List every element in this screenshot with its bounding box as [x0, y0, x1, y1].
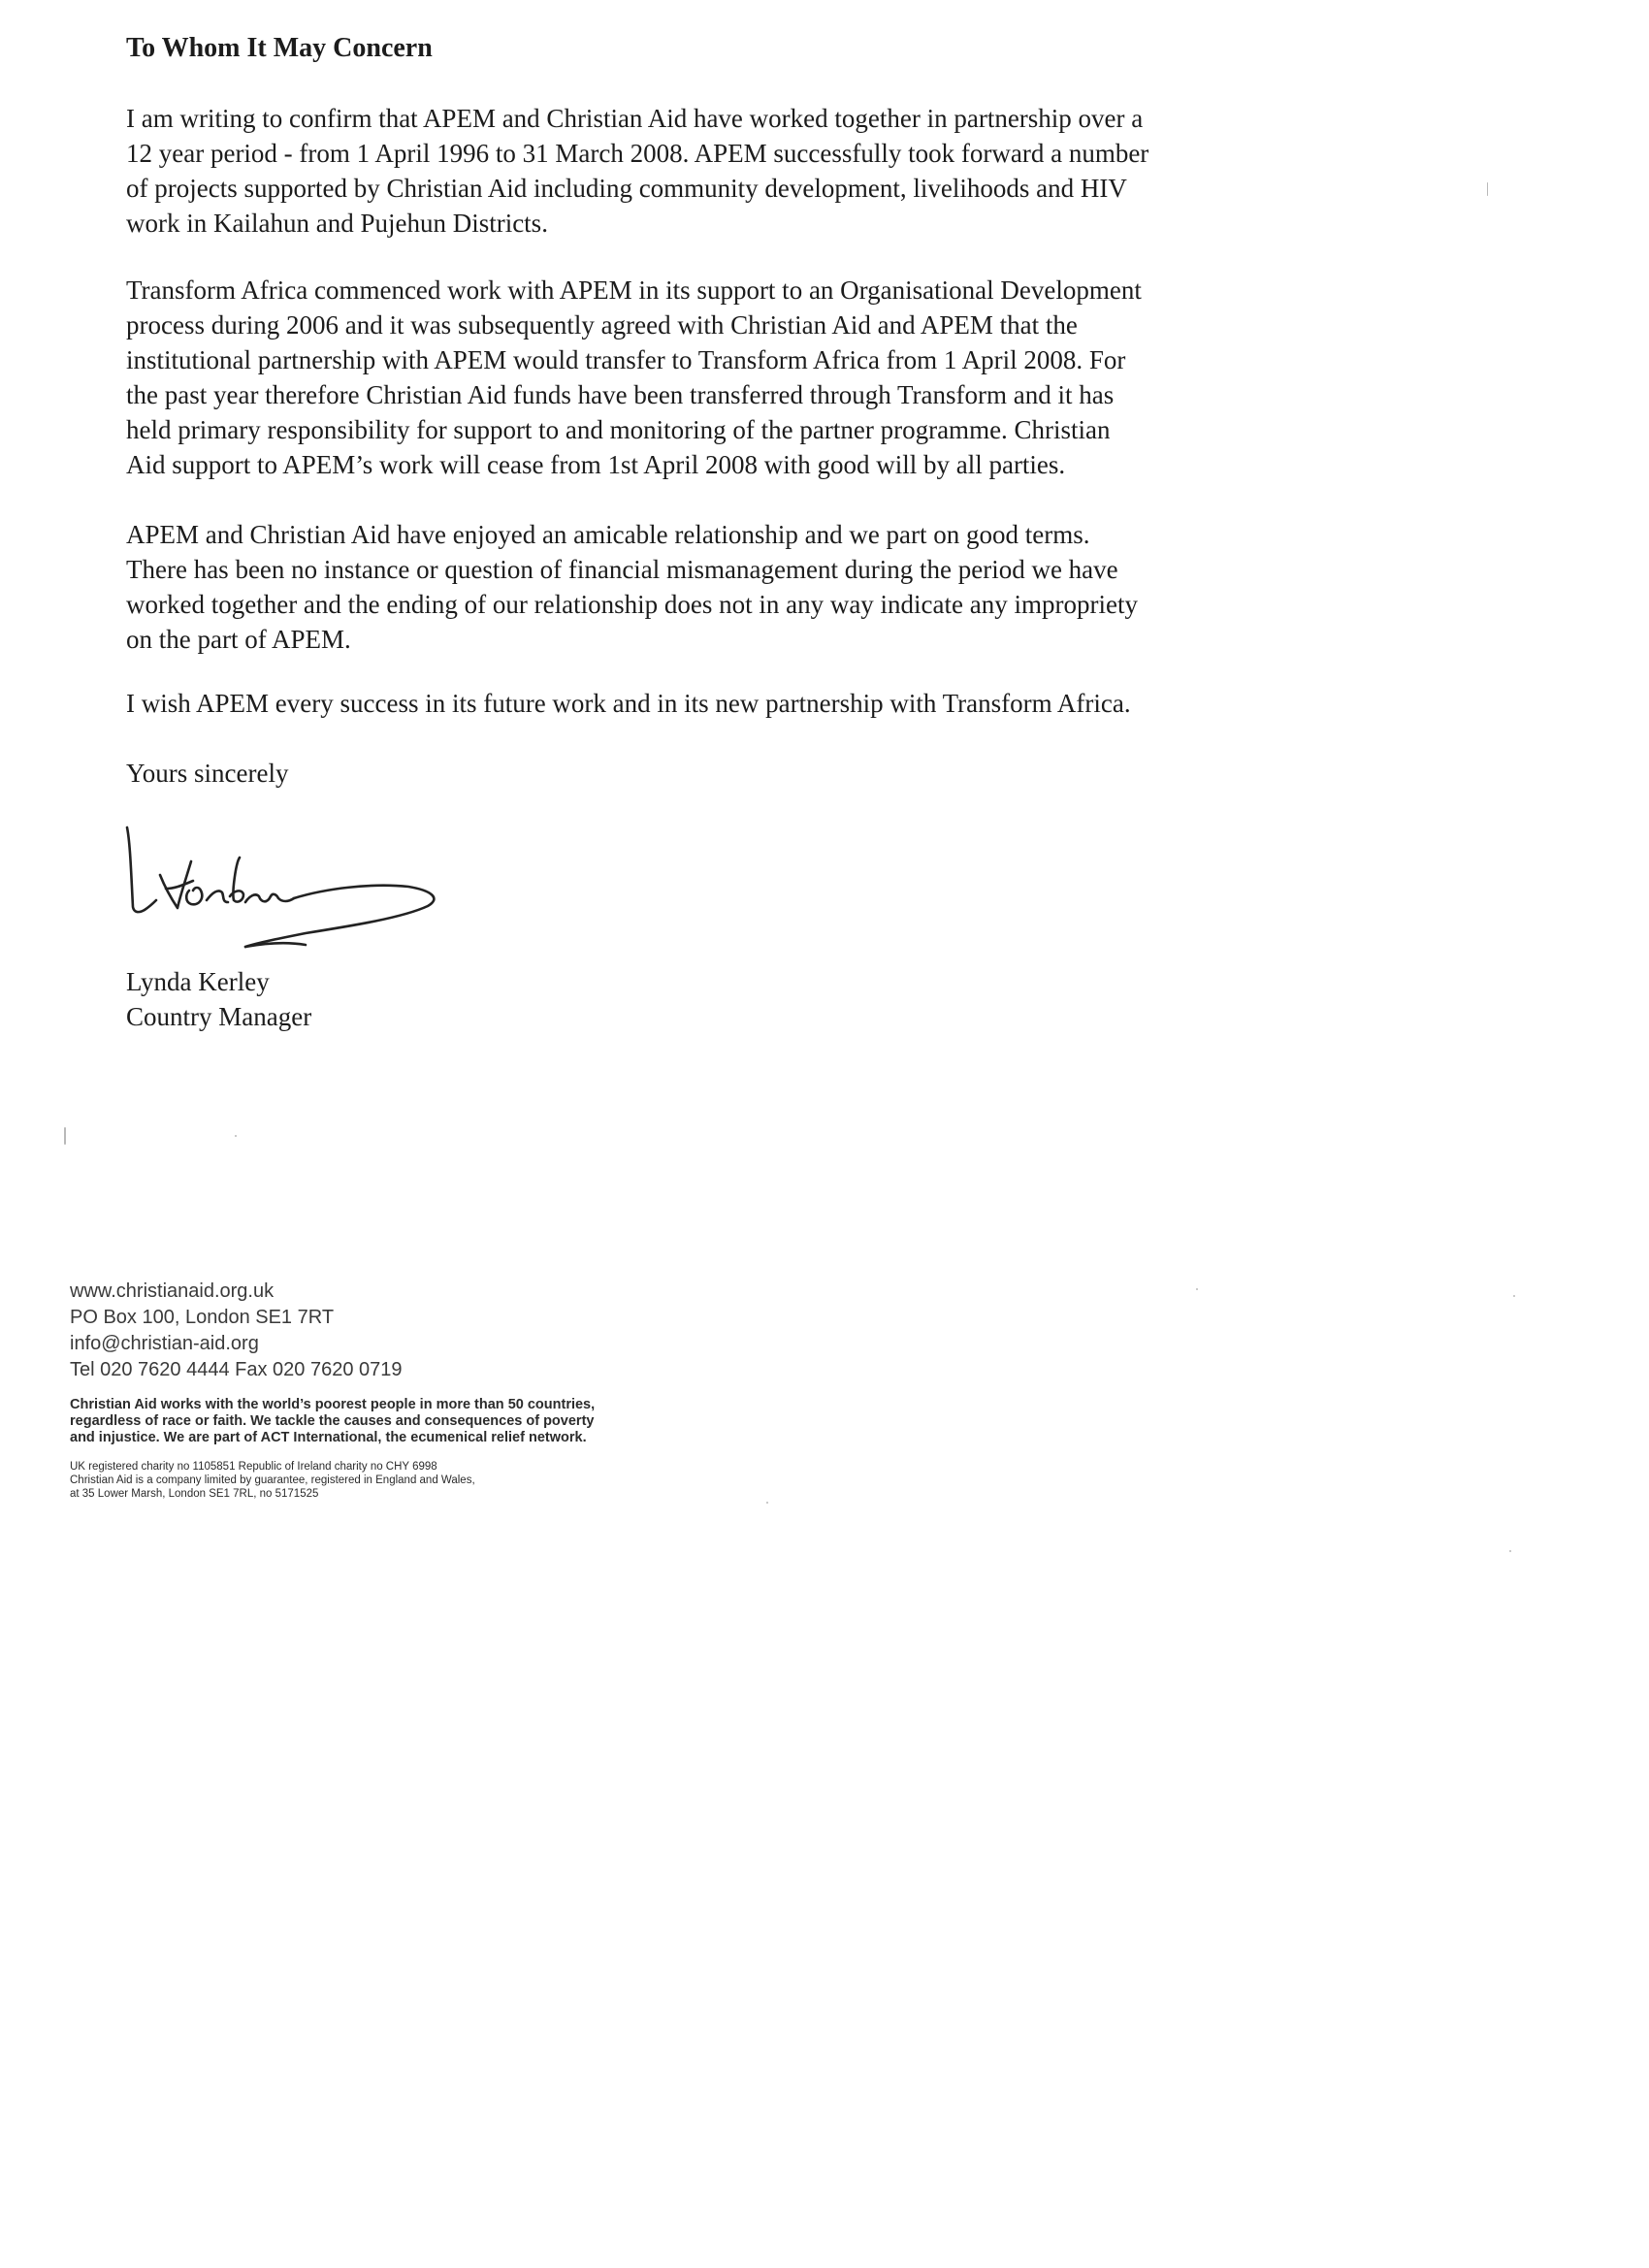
paragraph-line: 12 year period - from 1 April 1996 to 31 March 2008. APEM successfully took forward a number — [126, 139, 1149, 168]
legal-line: at 35 Lower Marsh, London SE1 7RL, no 5171525 — [70, 1488, 319, 1500]
paragraph-line: institutional partnership with APEM would transfer to Transform Africa from 1 April 2008. For — [126, 345, 1126, 374]
scan-speck — [1196, 1288, 1198, 1290]
website-link[interactable]: www.christianaid.org.uk — [70, 1280, 275, 1302]
paragraph-line: held primary responsibility for support to and monitoring of the partner programme. Christian — [126, 415, 1111, 444]
paragraph-line: I wish APEM every success in its future work and in its new partnership with Transform Africa. — [126, 689, 1131, 718]
scan-speck — [235, 1135, 237, 1137]
mission-line: Christian Aid works with the world’s poorest people in more than 50 countries, — [70, 1397, 596, 1412]
paragraph-line: on the part of APEM. — [126, 625, 351, 654]
paragraph-line: worked together and the ending of our relationship does not in any way indicate any impropriety — [126, 590, 1138, 619]
contact-details — [70, 1279, 595, 1383]
paragraph-line: Aid support to APEM’s work will cease from 1st April 2008 with good will by all parties. — [126, 450, 1066, 479]
legal-line: Christian Aid is a company limited by guarantee, registered in England and Wales, — [70, 1474, 475, 1486]
scan-speck — [1513, 1295, 1515, 1297]
paragraph-partnership — [126, 101, 1319, 241]
letter-heading: To Whom It May Concern — [126, 33, 433, 63]
signer-name: Lynda Kerley — [126, 967, 270, 996]
postal-address: PO Box 100, London SE1 7RT — [70, 1307, 335, 1328]
scan-speck — [1487, 182, 1488, 196]
paragraph-line: of projects supported by Christian Aid including community development, livelihoods and HIV — [126, 174, 1127, 203]
scan-speck — [1509, 1550, 1511, 1552]
email-link[interactable]: info@christian-aid.org — [70, 1333, 259, 1354]
phone-fax: Tel 020 7620 4444 Fax 020 7620 0719 — [70, 1359, 403, 1380]
mission-line: regardless of race or faith. We tackle the causes and consequences of poverty — [70, 1413, 595, 1429]
paragraph-line: process during 2006 and it was subsequently agreed with Christian Aid and APEM that the — [126, 310, 1078, 340]
handwritten-signature — [121, 825, 456, 960]
mission-statement — [70, 1397, 595, 1446]
legal-line: UK registered charity no 1105851 Republic of Ireland charity no CHY 6998 — [70, 1461, 437, 1473]
paragraph-line: Transform Africa commenced work with APEM in its support to an Organisational Development — [126, 275, 1142, 305]
charity-footer — [70, 1279, 595, 1501]
paragraph-wishes — [126, 686, 1319, 721]
paragraph-transfer — [126, 273, 1319, 482]
scan-speck — [64, 1127, 66, 1145]
paragraph-line: the past year therefore Christian Aid funds have been transferred through Transform and it has — [126, 380, 1115, 409]
signer-title: Country Manager — [126, 1002, 312, 1031]
paragraph-line: APEM and Christian Aid have enjoyed an amicable relationship and we part on good terms. — [126, 520, 1090, 549]
closing-salutation: Yours sincerely — [126, 759, 289, 788]
mission-line: and injustice. We are part of ACT International, the ecumenical relief network. — [70, 1430, 587, 1445]
paragraph-relationship — [126, 517, 1319, 657]
paragraph-line: There has been no instance or question of financial mismanagement during the period we have — [126, 555, 1118, 584]
legal-registration — [70, 1460, 595, 1501]
paragraph-line: work in Kailahun and Pujehun Districts. — [126, 209, 548, 238]
scan-speck — [766, 1502, 768, 1504]
paragraph-line: I am writing to confirm that APEM and Christian Aid have worked together in partnership over a — [126, 104, 1144, 133]
signer-block — [126, 964, 311, 1034]
